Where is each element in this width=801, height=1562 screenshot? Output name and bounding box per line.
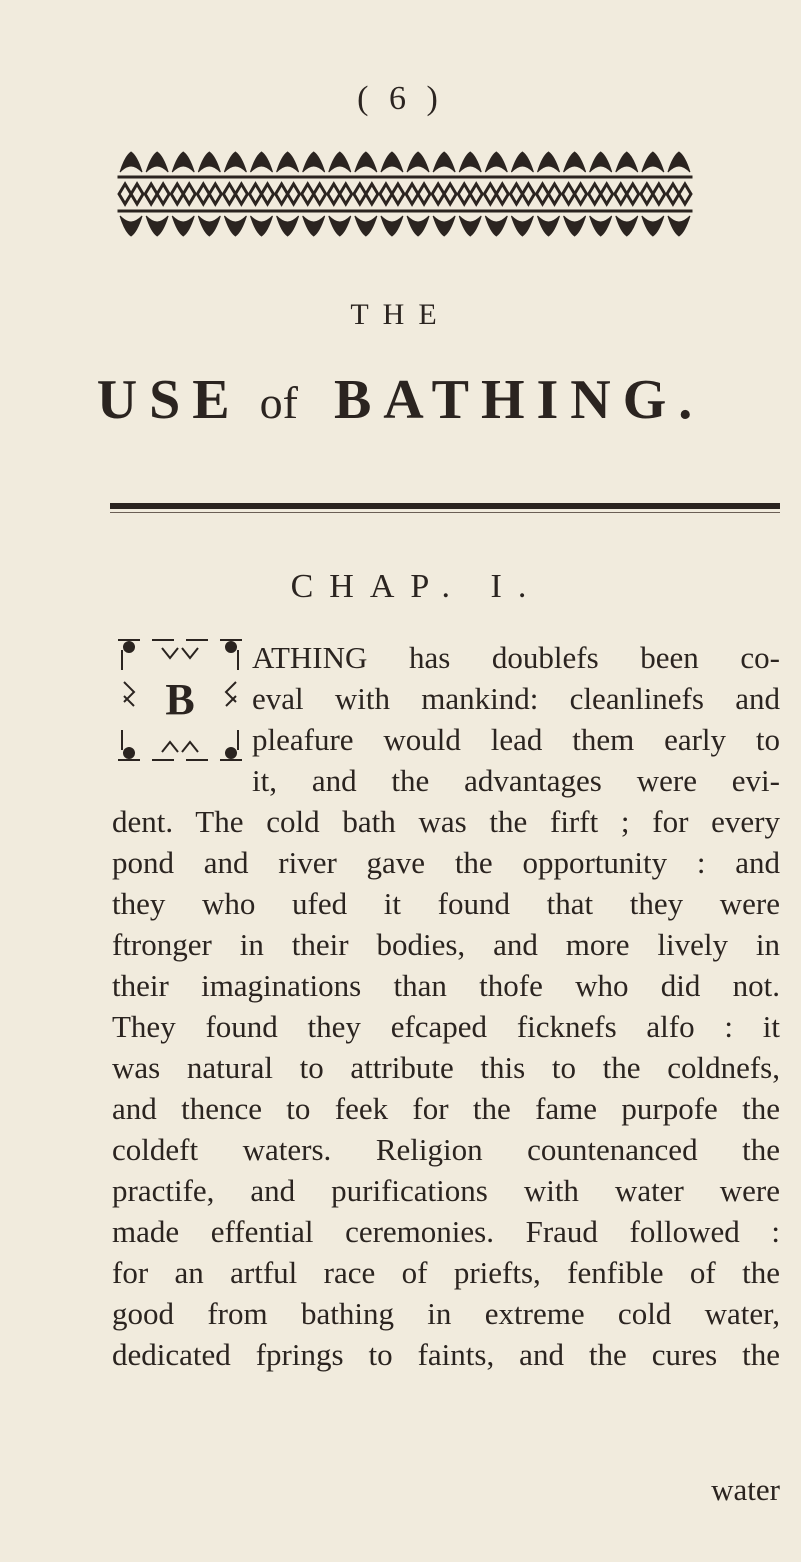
text-line: for an artful race of priefts, fenfible of the (112, 1255, 780, 1290)
text-line: eval with mankind: cleanlinefs and (252, 681, 780, 716)
text-line: and thence to feek for the fame purpofe the (112, 1091, 780, 1126)
text-line: pond and river gave the opportunity : and (112, 845, 780, 880)
title-word-of: of (259, 377, 298, 428)
divider-rule-thin (110, 512, 780, 513)
chapter-heading: CHAP. I. (290, 568, 543, 605)
title-word-use: USE (96, 369, 242, 431)
text-line: They found they efcaped ficknefs alfo : it (112, 1009, 780, 1044)
ornamental-headpiece-icon (110, 138, 700, 248)
text-line: it, and the advantages were evi- (252, 763, 780, 798)
text-line: practife, and purifications with water were (112, 1173, 780, 1208)
text-line: they who ufed it found that they were (112, 886, 780, 921)
catchword: water (711, 1472, 780, 1507)
text-line: ATHING has doublefs been co- (252, 640, 780, 675)
heading-the: THE (350, 298, 451, 331)
title-word-bathing: BATHING. (333, 369, 705, 431)
drop-cap-letter: B (165, 675, 195, 724)
text-line: coldeft waters. Religion countenanced the (112, 1132, 780, 1167)
divider-rule (110, 503, 780, 509)
text-line: dent. The cold bath was the firft ; for every (112, 804, 780, 839)
text-line: was natural to attribute this to the coldnefs, (112, 1050, 780, 1085)
chapter-title (0, 368, 801, 432)
text-line: ftronger in their bodies, and more lively in (112, 927, 780, 962)
text-line: pleafure would lead them early to (252, 722, 780, 757)
text-line: made effential ceremonies. Fraud followed : (112, 1214, 780, 1249)
text-line: their imaginations than thofe who did not. (112, 968, 780, 1003)
drop-cap (112, 630, 248, 770)
text-line: good from bathing in extreme cold water, (112, 1296, 780, 1331)
text-line: dedicated fprings to faints, and the cures the (112, 1337, 780, 1372)
page-number: ( 6 ) (357, 80, 444, 117)
